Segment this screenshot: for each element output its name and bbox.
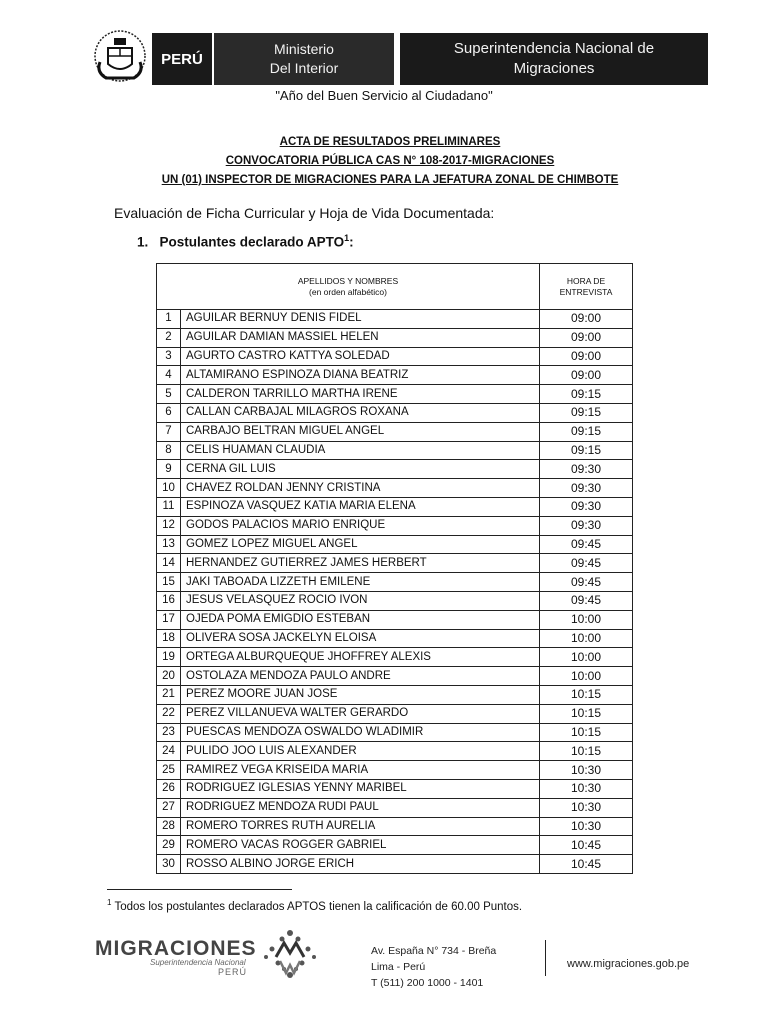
applicant-name: ROMERO VACAS ROGGER GABRIEL bbox=[181, 836, 540, 855]
row-number: 14 bbox=[157, 554, 181, 573]
applicant-name: GODOS PALACIOS MARIO ENRIQUE bbox=[181, 516, 540, 535]
table-row bbox=[157, 591, 633, 610]
table-row bbox=[157, 648, 633, 667]
table-row bbox=[157, 535, 633, 554]
address-line-3: T (511) 200 1000 - 1401 bbox=[371, 977, 484, 989]
interview-time: 09:30 bbox=[540, 516, 633, 535]
row-number: 2 bbox=[157, 328, 181, 347]
website-link[interactable]: www.migraciones.gob.pe bbox=[567, 958, 690, 970]
table-row bbox=[157, 422, 633, 441]
evaluation-heading: Evaluación de Ficha Curricular y Hoja de Vida Documentada: bbox=[114, 205, 495, 221]
interview-time: 09:45 bbox=[540, 554, 633, 573]
table-row bbox=[157, 667, 633, 686]
row-number: 27 bbox=[157, 798, 181, 817]
header-names-line-2: (en orden alfabético) bbox=[309, 286, 387, 297]
interview-time: 10:00 bbox=[540, 629, 633, 648]
table-row bbox=[157, 497, 633, 516]
footnote-ref: 1 bbox=[344, 233, 350, 243]
migraciones-logo-icon bbox=[258, 927, 322, 983]
interview-time: 09:00 bbox=[540, 366, 633, 385]
header-time-line-1: HORA DE bbox=[566, 275, 606, 286]
applicant-name: RODRIGUEZ IGLESIAS YENNY MARIBEL bbox=[181, 779, 540, 798]
results-table-container bbox=[156, 263, 632, 874]
row-number: 23 bbox=[157, 723, 181, 742]
table-row bbox=[157, 836, 633, 855]
interview-time: 10:15 bbox=[540, 742, 633, 761]
row-number: 22 bbox=[157, 704, 181, 723]
institutional-header bbox=[96, 33, 708, 85]
agency-block bbox=[400, 33, 708, 85]
interview-time: 10:45 bbox=[540, 836, 633, 855]
row-number: 24 bbox=[157, 742, 181, 761]
interview-time: 10:45 bbox=[540, 855, 633, 874]
applicant-name: RAMIREZ VEGA KRISEIDA MARIA bbox=[181, 761, 540, 780]
row-number: 20 bbox=[157, 667, 181, 686]
applicant-name: ALTAMIRANO ESPINOZA DIANA BEATRIZ bbox=[181, 366, 540, 385]
table-row bbox=[157, 460, 633, 479]
table-row bbox=[157, 610, 633, 629]
row-number: 1 bbox=[157, 310, 181, 329]
applicant-name: PULIDO JOO LUIS ALEXANDER bbox=[181, 742, 540, 761]
table-row bbox=[157, 704, 633, 723]
applicant-name: CALLAN CARBAJAL MILAGROS ROXANA bbox=[181, 403, 540, 422]
interview-time: 09:45 bbox=[540, 535, 633, 554]
table-row bbox=[157, 723, 633, 742]
table-row bbox=[157, 779, 633, 798]
applicant-name: ORTEGA ALBURQUEQUE JHOFFREY ALEXIS bbox=[181, 648, 540, 667]
interview-time: 10:00 bbox=[540, 610, 633, 629]
interview-time: 10:00 bbox=[540, 648, 633, 667]
header-names-line-1: APELLIDOS Y NOMBRES bbox=[297, 275, 399, 286]
applicant-name: JAKI TABOADA LIZZETH EMILENE bbox=[181, 573, 540, 592]
country-label: PERÚ bbox=[152, 33, 214, 85]
applicant-name: OJEDA POMA EMIGDIO ESTEBAN bbox=[181, 610, 540, 629]
section-colon: : bbox=[349, 234, 354, 250]
table-row bbox=[157, 629, 633, 648]
applicant-name: GOMEZ LOPEZ MIGUEL ANGEL bbox=[181, 535, 540, 554]
table-row bbox=[157, 403, 633, 422]
interview-time: 10:30 bbox=[540, 761, 633, 780]
table-row bbox=[157, 479, 633, 498]
year-motto: "Año del Buen Servicio al Ciudadano" bbox=[275, 88, 493, 103]
table-row bbox=[157, 742, 633, 761]
row-number: 30 bbox=[157, 855, 181, 874]
table-row bbox=[157, 347, 633, 366]
row-number: 12 bbox=[157, 516, 181, 535]
interview-time: 09:30 bbox=[540, 497, 633, 516]
row-number: 11 bbox=[157, 497, 181, 516]
interview-time: 09:30 bbox=[540, 479, 633, 498]
interview-time: 09:00 bbox=[540, 310, 633, 329]
row-number: 6 bbox=[157, 403, 181, 422]
footnote-text: Todos los postulantes declarados APTOS tienen la calificación de 60.00 Puntos. bbox=[111, 900, 523, 913]
agency-line-1: Superintendencia Nacional de bbox=[453, 40, 655, 57]
row-number: 19 bbox=[157, 648, 181, 667]
applicant-name: JESUS VELASQUEZ ROCIO IVON bbox=[181, 591, 540, 610]
table-row bbox=[157, 554, 633, 573]
row-number: 9 bbox=[157, 460, 181, 479]
interview-time: 09:00 bbox=[540, 328, 633, 347]
row-number: 26 bbox=[157, 779, 181, 798]
title-line-3: UN (01) INSPECTOR DE MIGRACIONES PARA LA JEFATURA ZONAL DE CHIMBOTE bbox=[161, 174, 619, 186]
applicant-name: OSTOLAZA MENDOZA PAULO ANDRE bbox=[181, 667, 540, 686]
footer-divider bbox=[545, 940, 546, 976]
table-row bbox=[157, 310, 633, 329]
interview-time: 10:30 bbox=[540, 798, 633, 817]
row-number: 4 bbox=[157, 366, 181, 385]
applicant-name: PUESCAS MENDOZA OSWALDO WLADIMIR bbox=[181, 723, 540, 742]
interview-time: 09:00 bbox=[540, 347, 633, 366]
table-row bbox=[157, 798, 633, 817]
migraciones-logo-subtitle: Superintendencia Nacional bbox=[150, 958, 246, 967]
applicant-name: ROMERO TORRES RUTH AURELIA bbox=[181, 817, 540, 836]
row-number: 29 bbox=[157, 836, 181, 855]
table-body bbox=[157, 310, 633, 874]
footnote bbox=[107, 898, 522, 913]
applicant-name: AGURTO CASTRO KATTYA SOLEDAD bbox=[181, 347, 540, 366]
applicant-name: CARBAJO BELTRAN MIGUEL ANGEL bbox=[181, 422, 540, 441]
ministry-line-1: Ministerio bbox=[274, 41, 334, 57]
interview-time: 09:45 bbox=[540, 573, 633, 592]
agency-line-2: Migraciones bbox=[513, 60, 595, 77]
row-number: 5 bbox=[157, 385, 181, 404]
row-number: 16 bbox=[157, 591, 181, 610]
footer-address bbox=[371, 943, 496, 991]
row-number: 25 bbox=[157, 761, 181, 780]
interview-time: 10:00 bbox=[540, 667, 633, 686]
applicant-name: PEREZ VILLANUEVA WALTER GERARDO bbox=[181, 704, 540, 723]
applicant-name: CHAVEZ ROLDAN JENNY CRISTINA bbox=[181, 479, 540, 498]
interview-time: 09:15 bbox=[540, 441, 633, 460]
row-number: 17 bbox=[157, 610, 181, 629]
document-titles bbox=[0, 133, 768, 190]
address-line-1: Av. España N° 734 - Breña bbox=[371, 945, 497, 957]
interview-time: 09:30 bbox=[540, 460, 633, 479]
row-number: 13 bbox=[157, 535, 181, 554]
applicant-name: CELIS HUAMAN CLAUDIA bbox=[181, 441, 540, 460]
interview-time: 09:15 bbox=[540, 422, 633, 441]
interview-time: 09:15 bbox=[540, 403, 633, 422]
applicant-name: PEREZ MOORE JUAN JOSE bbox=[181, 685, 540, 704]
section-heading bbox=[137, 233, 354, 250]
ministry-block bbox=[214, 33, 400, 85]
table-row bbox=[157, 573, 633, 592]
row-number: 18 bbox=[157, 629, 181, 648]
section-number: 1. bbox=[137, 234, 149, 250]
applicant-name: CALDERON TARRILLO MARTHA IRENE bbox=[181, 385, 540, 404]
interview-time: 10:15 bbox=[540, 723, 633, 742]
header-interview-time bbox=[540, 264, 633, 310]
row-number: 7 bbox=[157, 422, 181, 441]
table-row bbox=[157, 516, 633, 535]
interview-time: 10:15 bbox=[540, 685, 633, 704]
table-row bbox=[157, 817, 633, 836]
table-row bbox=[157, 761, 633, 780]
table-row bbox=[157, 855, 633, 874]
ministry-line-2: Del Interior bbox=[269, 60, 339, 76]
interview-time: 10:30 bbox=[540, 817, 633, 836]
applicant-name: AGUILAR DAMIAN MASSIEL HELEN bbox=[181, 328, 540, 347]
address-line-2: Lima - Perú bbox=[371, 961, 426, 973]
table-row bbox=[157, 366, 633, 385]
row-number: 21 bbox=[157, 685, 181, 704]
title-line-1: ACTA DE RESULTADOS PRELIMINARES bbox=[279, 136, 501, 148]
title-line-2: CONVOCATORIA PÚBLICA CAS N° 108-2017-MIGRACIONES bbox=[225, 155, 555, 167]
applicant-name: CERNA GIL LUIS bbox=[181, 460, 540, 479]
table-row bbox=[157, 441, 633, 460]
row-number: 28 bbox=[157, 817, 181, 836]
footnote-divider bbox=[107, 889, 292, 890]
row-number: 8 bbox=[157, 441, 181, 460]
row-number: 15 bbox=[157, 573, 181, 592]
applicant-name: AGUILAR BERNUY DENIS FIDEL bbox=[181, 310, 540, 329]
migraciones-logo-country: PERÚ bbox=[218, 967, 248, 977]
results-table bbox=[156, 263, 633, 874]
section-title: Postulantes declarado APTO bbox=[159, 234, 345, 250]
interview-time: 09:45 bbox=[540, 591, 633, 610]
table-header-row bbox=[157, 264, 633, 310]
applicant-name: HERNANDEZ GUTIERREZ JAMES HERBERT bbox=[181, 554, 540, 573]
header-time-line-2: ENTREVISTA bbox=[559, 286, 613, 297]
applicant-name: ESPINOZA VASQUEZ KATIA MARIA ELENA bbox=[181, 497, 540, 516]
interview-time: 10:15 bbox=[540, 704, 633, 723]
header-names bbox=[157, 264, 540, 310]
row-number: 10 bbox=[157, 479, 181, 498]
interview-time: 10:30 bbox=[540, 779, 633, 798]
table-row bbox=[157, 685, 633, 704]
interview-time: 09:15 bbox=[540, 385, 633, 404]
table-row bbox=[157, 328, 633, 347]
table-row bbox=[157, 385, 633, 404]
applicant-name: RODRIGUEZ MENDOZA RUDI PAUL bbox=[181, 798, 540, 817]
migraciones-logo-text: MIGRACIONES bbox=[95, 937, 257, 960]
applicant-name: ROSSO ALBINO JORGE ERICH bbox=[181, 855, 540, 874]
row-number: 3 bbox=[157, 347, 181, 366]
applicant-name: OLIVERA SOSA JACKELYN ELOISA bbox=[181, 629, 540, 648]
footnote-marker: 1 bbox=[107, 898, 112, 907]
